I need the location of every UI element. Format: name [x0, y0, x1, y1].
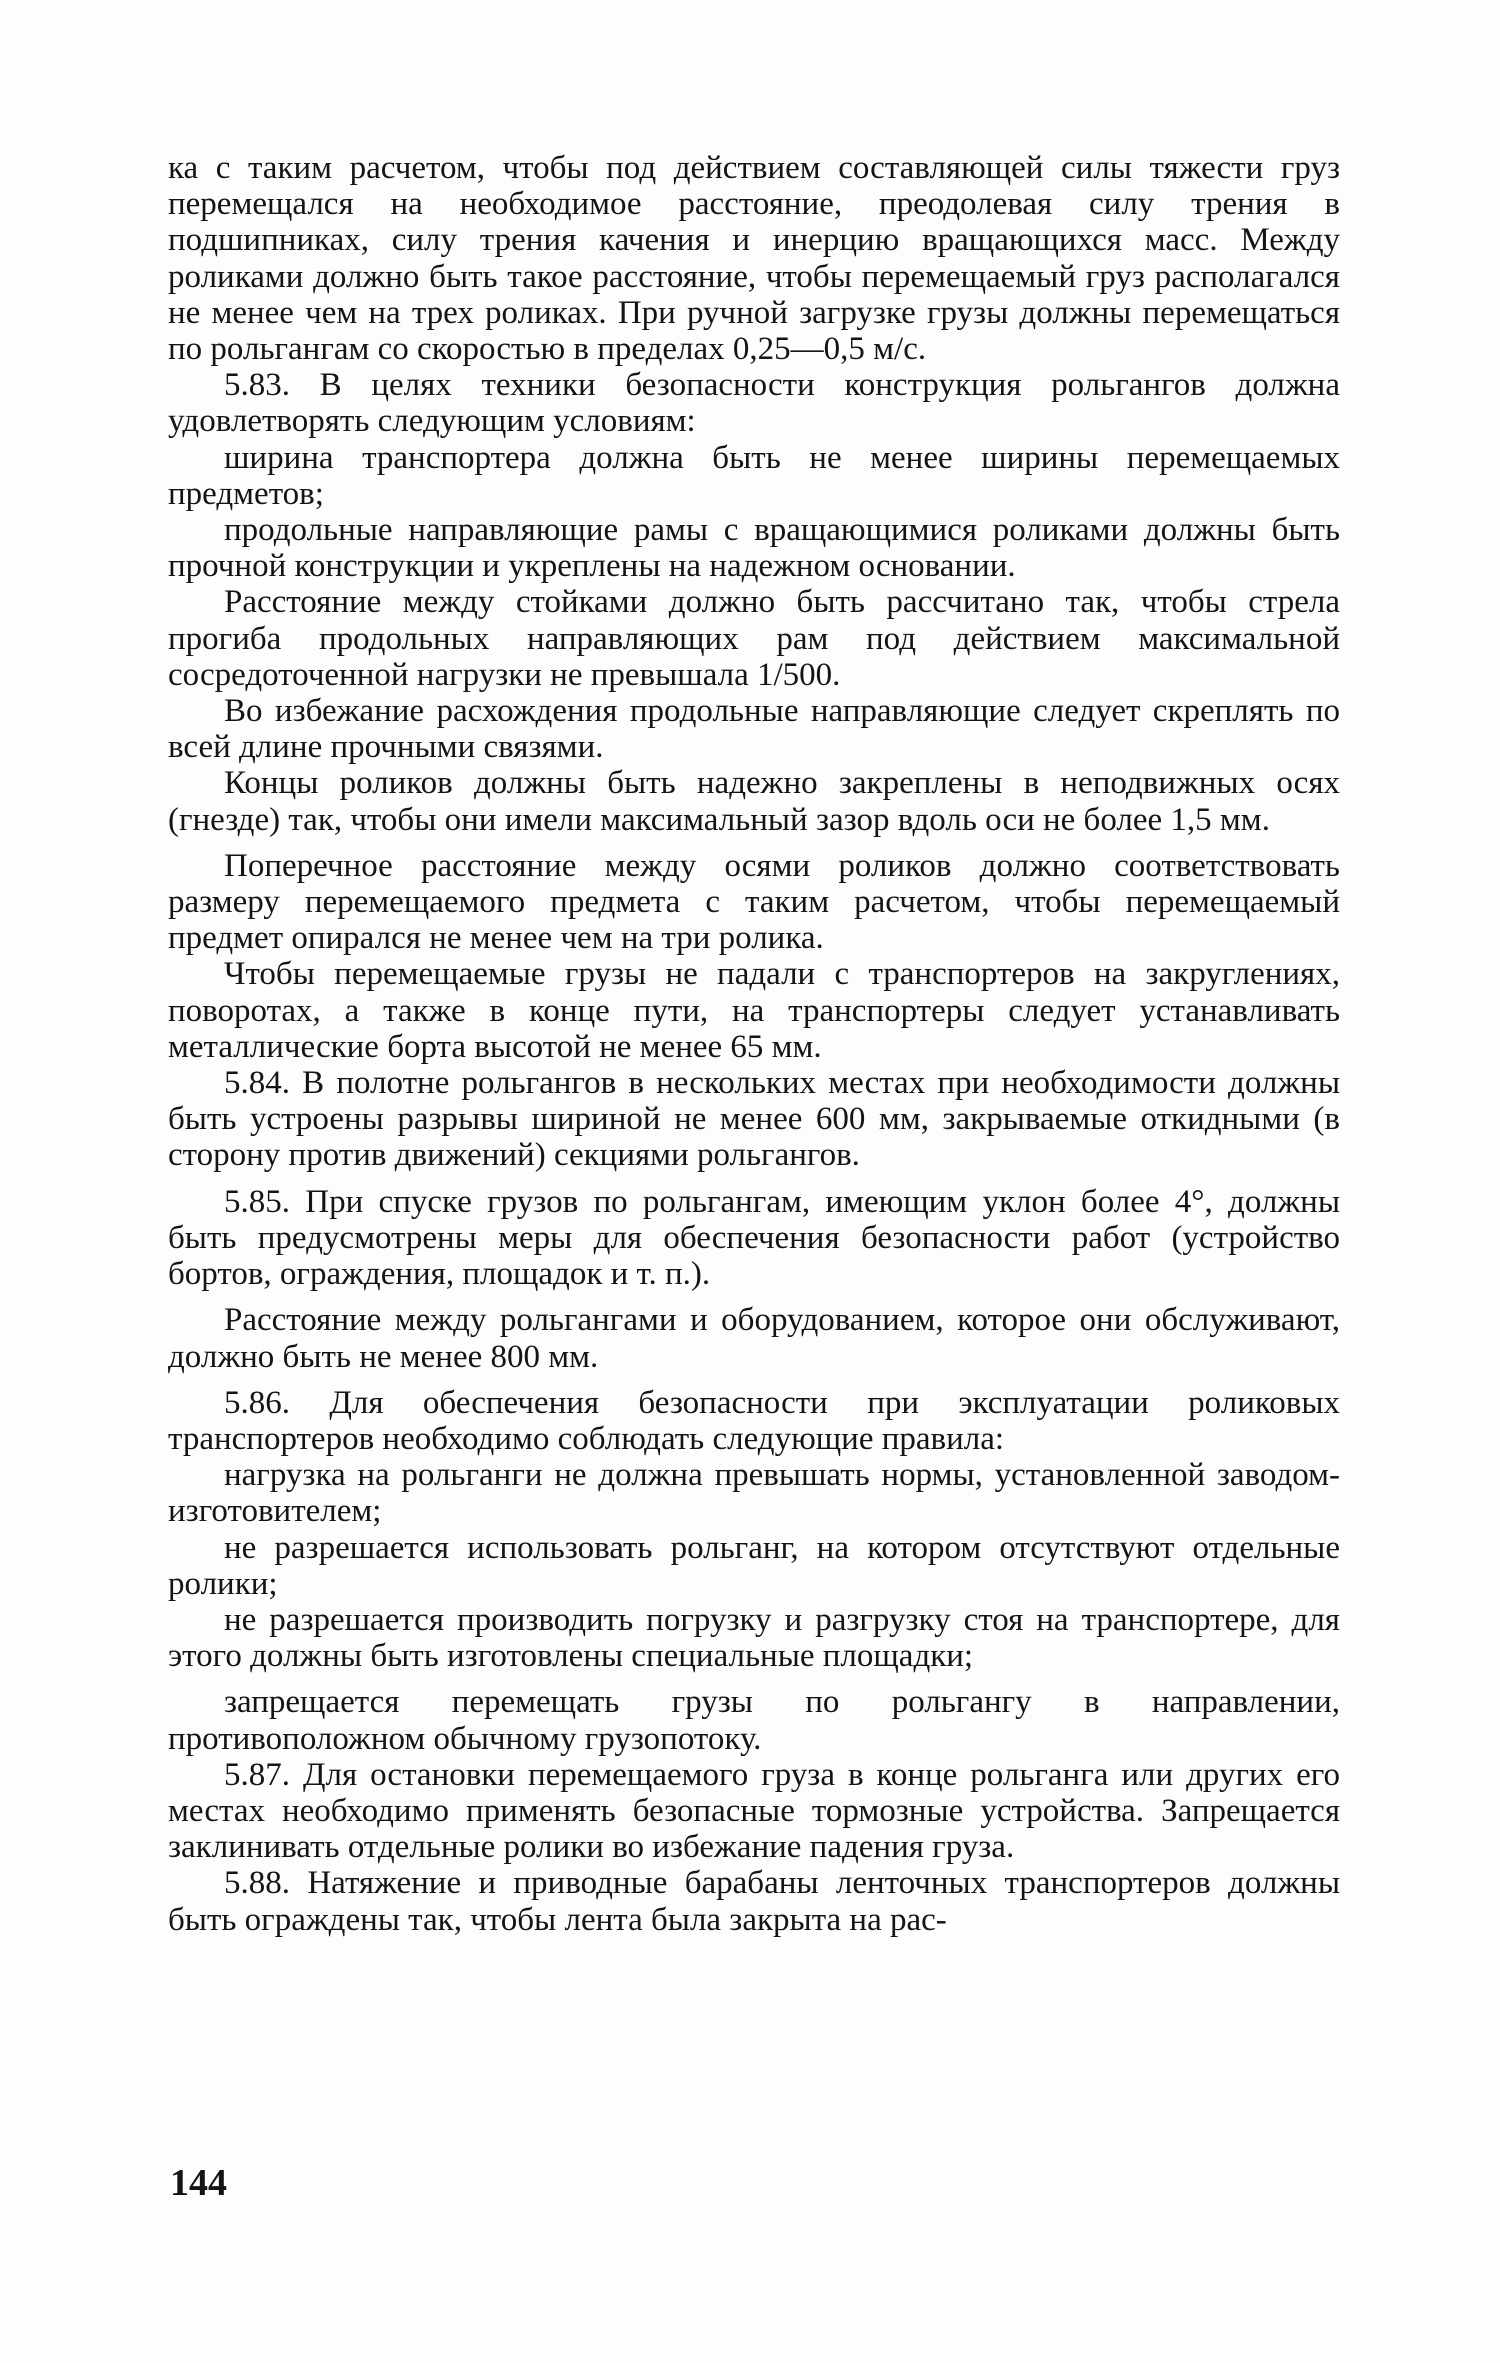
paragraph-guide-bracing: Во избежание расхождения продольные направляющие следует скреплять по всей длине прочными связями. — [168, 693, 1340, 766]
paragraph-guide-frames: продольные направляющие рамы с вращающимися роликами должны быть прочной конструкции и укреплены на надежном основании. — [168, 512, 1340, 585]
paragraph-load-limit: нагрузка на рольганги не должна превышать нормы, установленной заводом-изготовителем; — [168, 1457, 1340, 1530]
paragraph-missing-rollers: не разрешается использовать рольганг, на котором отсутствуют отдельные ролики; — [168, 1529, 1340, 1602]
paragraph-roller-axis-spacing: Поперечное расстояние между осями роликов должно соответствовать размеру перемещаемого предмета с таким расчетом, чтобы перемещаемый предмет опирался не менее чем на три ролика. — [168, 847, 1340, 957]
paragraph-5-87: 5.87. Для остановки перемещаемого груза в конце рольганга или других его местах необходимо применять безопасные тормозные устройства. Запрещается заклинивать отдельные ролики во избежание падения груза. — [168, 1756, 1340, 1866]
page-number: 144 — [170, 2162, 227, 2204]
paragraph-post-spacing: Расстояние между стойками должно быть рассчитано так, чтобы стрела прогиба продольных направляющих рам под действием максимальной сосредоточенной нагрузки не превышала 1/500. — [168, 584, 1340, 693]
paragraph-side-rails: Чтобы перемещаемые грузы не падали с транспортеров на закруглениях, поворотах, а также в конце пути, на транспортеры следует устанавливать металлические борта высотой не менее 65 мм. — [168, 956, 1340, 1065]
paragraph-roller-ends: Концы роликов должны быть надежно закреплены в неподвижных осях (гнезде) так, чтобы они имели максимальный зазор вдоль оси не более 1,5 мм. — [168, 765, 1340, 838]
paragraph-conveyor-width: ширина транспортера должна быть не менее ширины перемещаемых предметов; — [168, 439, 1340, 512]
paragraph-loading-platforms: не разрешается производить погрузку и разгрузку стоя на транспортере, для этого должны быть изготовлены специальные площадки; — [168, 1601, 1340, 1675]
paragraph-continuation: ка с таким расчетом, чтобы под действием составляющей силы тяжести груз перемещался на необходимое расстояние, преодолевая силу трения в подшипниках, силу трения качения и инерцию вращающихся масс. Между роликами должно быть такое расстояние, чтобы перемещаемый груз располагался не менее чем на трех роликах. При ручной загрузке грузы должны перемещаться по рольгангам со скоростью в пределах 0,25—0,5 м/с. — [168, 150, 1340, 368]
paragraph-5-85: 5.85. При спуске грузов по рольгангам, имеющим уклон более 4°, должны быть предусмотрены меры для обеспечения безопасности работ (устройство бортов, ограждения, площадок и т. п.). — [168, 1183, 1340, 1293]
paragraph-5-88: 5.88. Натяжение и приводные барабаны ленточных транспортеров должны быть ограждены так, чтобы лента была закрыта на рас- — [168, 1865, 1340, 1938]
paragraph-equipment-distance: Расстояние между рольгангами и оборудованием, которое они обслуживают, должно быть не менее 800 мм. — [168, 1302, 1340, 1375]
paragraph-5-86: 5.86. Для обеспечения безопасности при эксплуатации роликовых транспортеров необходимо соблюдать следующие правила: — [168, 1384, 1340, 1457]
paragraph-reverse-direction: запрещается перемещать грузы по рольгангу в направлении, противоположном обычному грузопотоку. — [168, 1684, 1340, 1757]
page-body-text — [168, 150, 1340, 1938]
paragraph-5-83: 5.83. В целях техники безопасности конструкция рольгангов должна удовлетворять следующим условиям: — [168, 367, 1340, 440]
paragraph-5-84: 5.84. В полотне рольгангов в нескольких местах при необходимости должны быть устроены разрывы шириной не менее 600 мм, закрываемые откидными (в сторону против движений) секциями рольгангов. — [168, 1065, 1340, 1174]
